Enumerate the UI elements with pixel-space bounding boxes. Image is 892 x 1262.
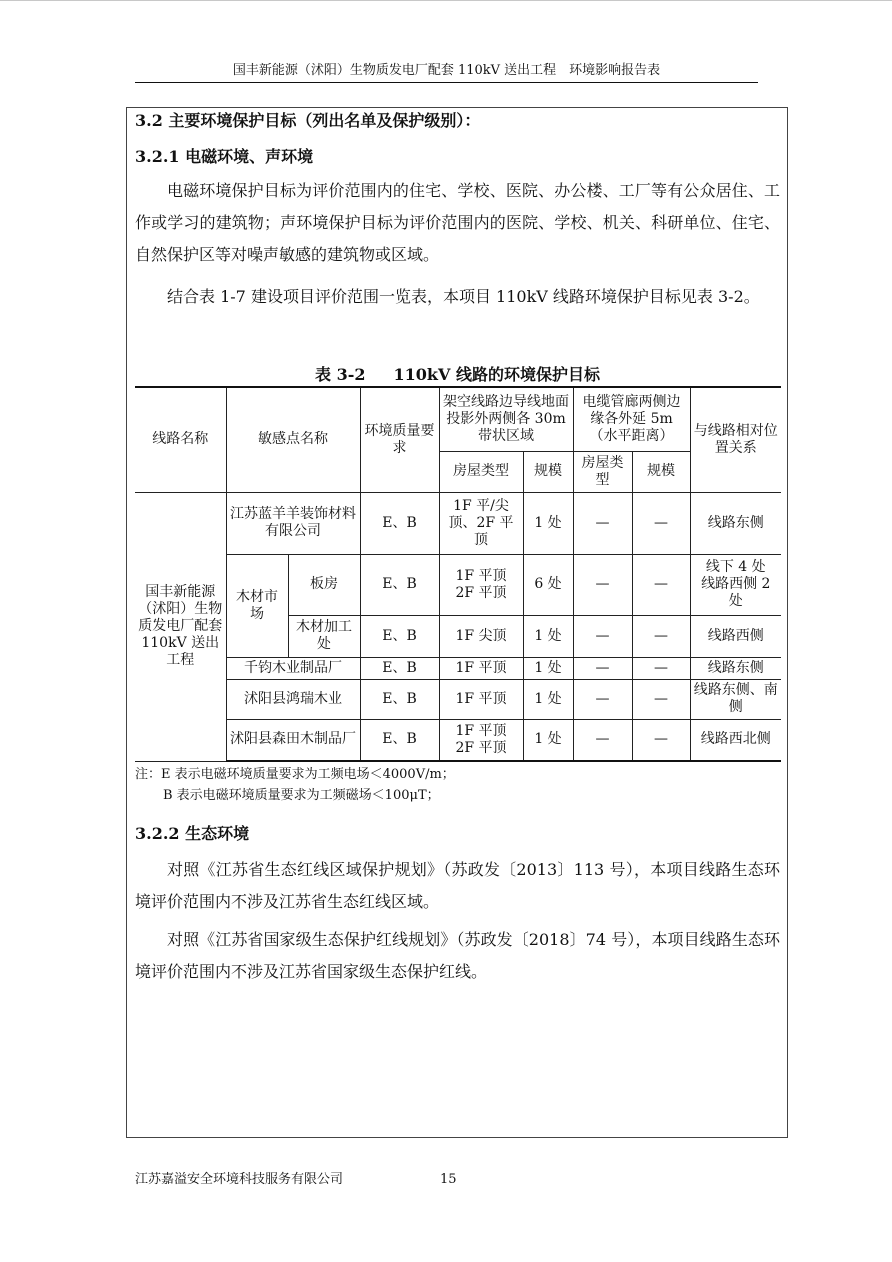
quality-cell: E、B	[360, 492, 439, 554]
header-scale: 规模	[523, 451, 573, 492]
sensitive-name-cell: 沭阳县森田木制品厂	[226, 719, 360, 761]
cable-scale-cell: —	[632, 615, 690, 657]
house-type-cell: 1F 尖顶	[439, 615, 523, 657]
relation-cell: 线路东侧	[690, 492, 781, 554]
header-line-name: 线路名称	[135, 387, 226, 492]
scale-cell: 1 处	[523, 492, 573, 554]
cable-house-cell: —	[573, 615, 632, 657]
table-note-e: 注：E 表示电磁环境质量要求为工频电场＜4000V/m；	[135, 767, 455, 782]
cable-house-cell: —	[573, 657, 632, 679]
relation-cell: 线下 4 处 线路西侧 2 处	[690, 554, 781, 615]
cable-scale-cell: —	[632, 554, 690, 615]
cable-house-cell: —	[573, 554, 632, 615]
header-relative-position: 与线路相对位置关系	[690, 387, 781, 492]
relation-cell: 线路西北侧	[690, 719, 781, 761]
table-row	[135, 719, 781, 761]
scale-cell: 1 处	[523, 657, 573, 679]
house-type-cell: 1F 平顶 2F 平顶	[439, 719, 523, 761]
sensitive-name-cell: 千钧木业制品厂	[226, 657, 360, 679]
paragraph-protection-targets: 电磁环境保护目标为评价范围内的住宅、学校、医院、办公楼、工厂等有公众居住、工作或学习的建筑物；声环境保护目标为评价范围内的医院、学校、机关、科研单位、住宅、自然保护区等对噪声敏感的建筑物或区域。	[135, 181, 780, 264]
header-sensitive-point: 敏感点名称	[226, 387, 360, 492]
paragraph-ecological-redline: 对照《江苏省生态红线区域保护规划》（苏政发〔2013〕113 号），本项目线路生态环境评价范围内不涉及江苏省生态红线区域。	[135, 860, 780, 911]
protection-target-table	[135, 386, 781, 762]
quality-cell: E、B	[360, 657, 439, 679]
house-type-cell: 1F 平/尖顶、2F 平顶	[439, 492, 523, 554]
header-house-type: 房屋类型	[439, 451, 523, 492]
cable-scale-cell: —	[632, 492, 690, 554]
relation-cell: 线路东侧	[690, 657, 781, 679]
paragraph-national-redline: 对照《江苏省国家级生态保护红线规划》（苏政发〔2018〕74 号），本项目线路生态环境评价范围内不涉及江苏省国家级生态保护红线。	[135, 930, 780, 981]
subsection-heading-3-2-1: 3.2.1 电磁环境、声环境	[135, 147, 314, 166]
cable-house-cell: —	[573, 719, 632, 761]
table-row	[135, 657, 781, 679]
page-number: 15	[440, 1172, 457, 1187]
sensitive-name-cell: 沭阳县鸿瑞木业	[226, 679, 360, 719]
quality-cell: E、B	[360, 679, 439, 719]
cable-scale-cell: —	[632, 719, 690, 761]
header-rule	[135, 82, 758, 83]
table-caption	[135, 364, 780, 386]
sensitive-name-cell: 板房	[288, 554, 360, 615]
cable-scale-cell: —	[632, 679, 690, 719]
page-top-edge	[0, 0, 892, 1]
relation-cell: 线路西侧	[690, 615, 781, 657]
table-caption-number: 表 3-2	[315, 365, 366, 384]
footer-company: 江苏嘉溢安全环境科技服务有限公司	[135, 1172, 344, 1187]
subsection-heading-3-2-2: 3.2.2 生态环境	[135, 824, 250, 843]
table-note-b: B 表示电磁环境质量要求为工频磁场＜100μT；	[163, 788, 440, 803]
header-quality-requirement: 环境质量要求	[360, 387, 439, 492]
quality-cell: E、B	[360, 719, 439, 761]
line-name-cell: 国丰新能源（沭阳）生物质发电厂配套 110kV 送出工程	[135, 492, 226, 761]
house-type-cell: 1F 平顶	[439, 679, 523, 719]
scale-cell: 1 处	[523, 719, 573, 761]
house-type-cell: 1F 平顶	[439, 657, 523, 679]
table-row	[135, 554, 781, 615]
sensitive-name-cell: 木材加工处	[288, 615, 360, 657]
table-row	[135, 679, 781, 719]
header-cable-zone: 电缆管廊两侧边缘各外延 5m（水平距离）	[573, 387, 690, 451]
quality-cell: E、B	[360, 615, 439, 657]
scale-cell: 6 处	[523, 554, 573, 615]
header-overhead-zone: 架空线路边导线地面投影外两侧各 30m 带状区域	[439, 387, 573, 451]
table-row	[135, 492, 781, 554]
running-header: 国丰新能源（沭阳）生物质发电厂配套 110kV 送出工程 环境影响报告表	[232, 63, 661, 78]
paragraph-table-reference: 结合表 1-7 建设项目评价范围一览表，本项目 110kV 线路环境保护目标见表 3-2。	[167, 287, 760, 306]
table-caption-title: 110kV 线路的环境保护目标	[393, 365, 600, 384]
section-heading: 3.2 主要环境保护目标（列出名单及保护级别）：	[135, 111, 481, 130]
house-type-cell: 1F 平顶 2F 平顶	[439, 554, 523, 615]
cable-house-cell: —	[573, 679, 632, 719]
quality-cell: E、B	[360, 554, 439, 615]
header-cable-scale: 规模	[632, 451, 690, 492]
scale-cell: 1 处	[523, 679, 573, 719]
sensitive-name-cell: 江苏蓝羊羊装饰材料有限公司	[226, 492, 360, 554]
cable-scale-cell: —	[632, 657, 690, 679]
market-group-cell: 木材市场	[226, 554, 288, 657]
header-cable-house-type: 房屋类型	[573, 451, 632, 492]
cable-house-cell: —	[573, 492, 632, 554]
scale-cell: 1 处	[523, 615, 573, 657]
relation-cell: 线路东侧、南侧	[690, 679, 781, 719]
